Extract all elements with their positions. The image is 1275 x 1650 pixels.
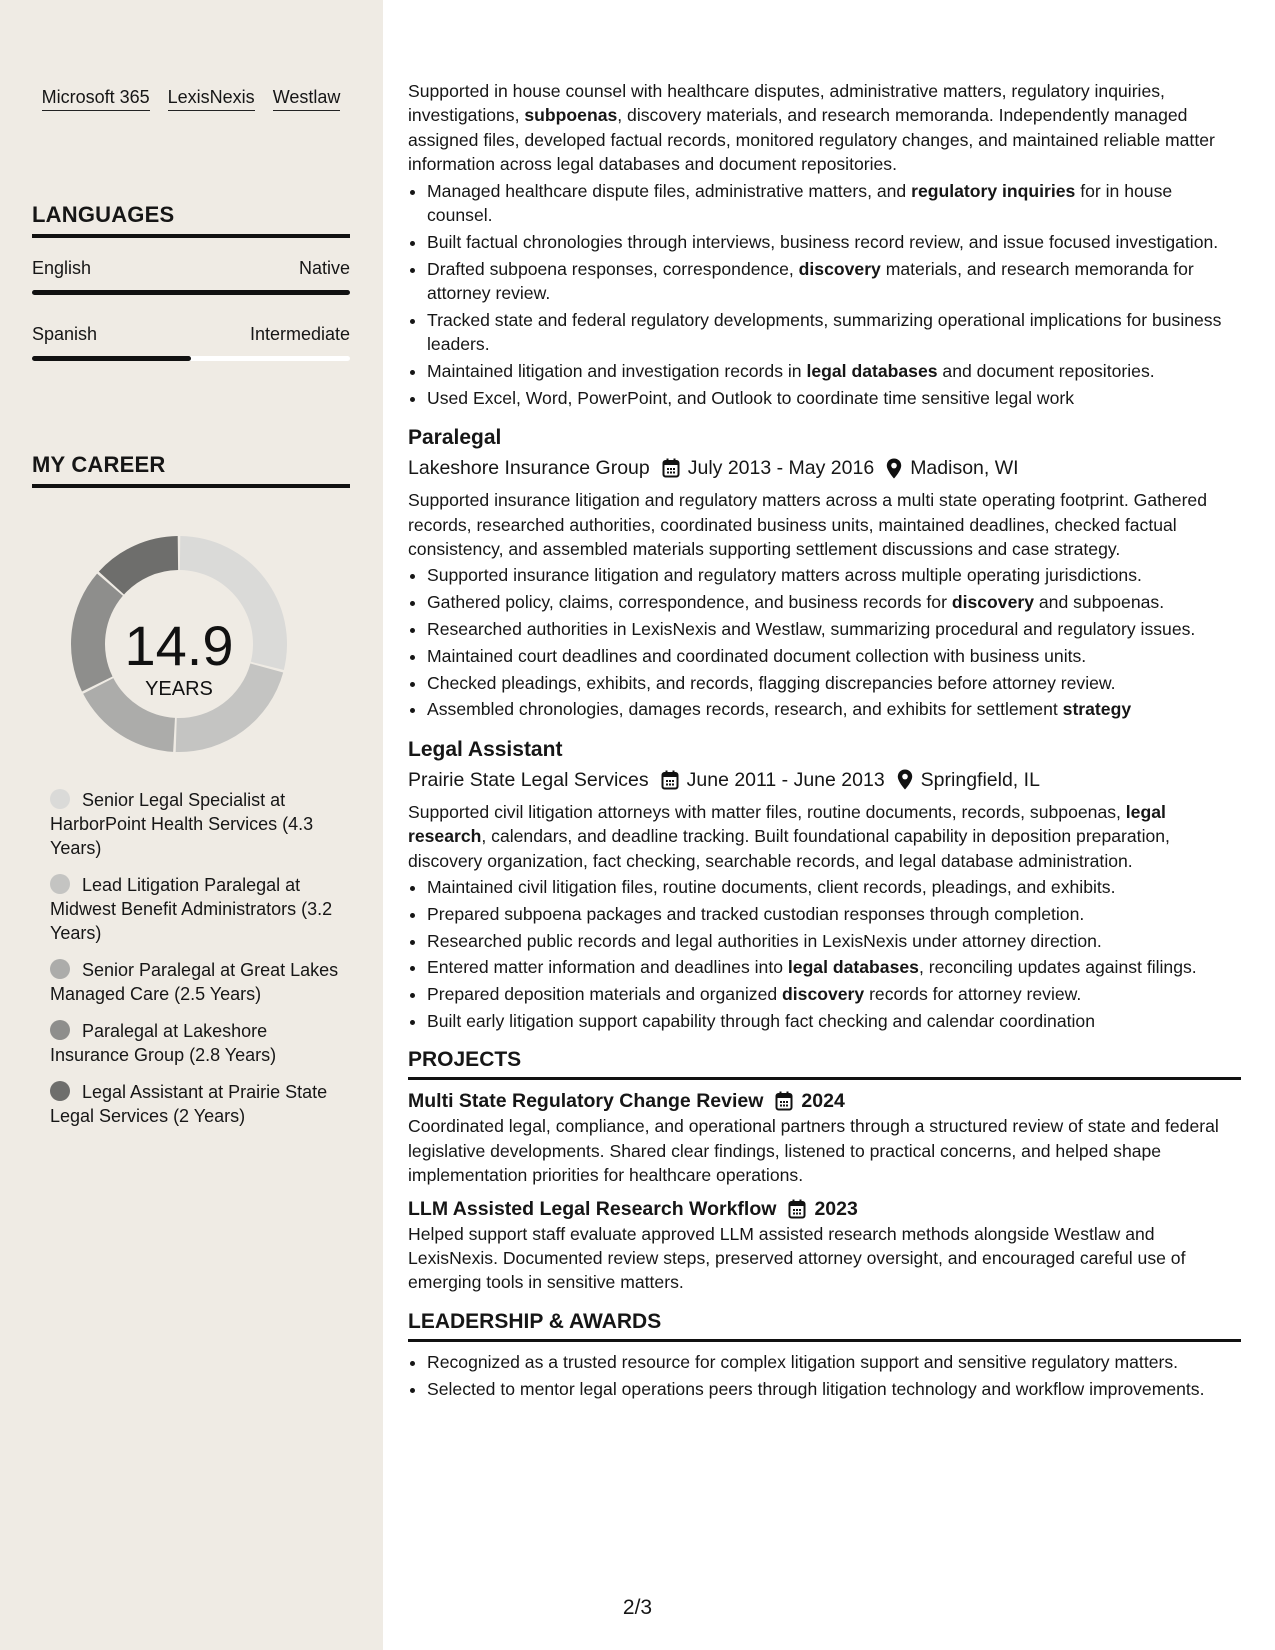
bullet-item: • Managed healthcare dispute files, administrative matters, and regulatory inquiries for in house counsel. — [427, 179, 1241, 228]
bullet-item: • Maintained court deadlines and coordinated document collection with business units. — [427, 644, 1241, 668]
legend-swatch — [50, 1081, 70, 1101]
bullet-item: • Used Excel, Word, PowerPoint, and Outlook to coordinate time sensitive legal work — [427, 386, 1241, 410]
legend-label: Lead Litigation Paralegal at Midwest Benefit Administrators (3.2 Years) — [50, 875, 333, 943]
projects-heading: PROJECTS — [408, 1047, 1241, 1080]
bold-keyword: legal databases — [806, 361, 938, 382]
job-dates: June 2011 - June 2013 — [686, 768, 885, 791]
job-summary: Supported insurance litigation and regulatory matters across a multi state operating footprint. Gathered records, researched authorities, coordinated business units, maintained deadlines, checked factual consistency, and assembled materials supporting settlement discussions and case strategy. — [408, 490, 1208, 560]
career-legend-item — [50, 788, 350, 860]
calendar-icon — [775, 1091, 793, 1111]
bullet-item: • Researched public records and legal authorities in LexisNexis under attorney direction. — [427, 929, 1241, 953]
bullet-item: • Drafted subpoena responses, correspondence, discovery materials, and research memoranda for attorney review. — [427, 257, 1241, 306]
job-summary: Supported civil litigation attorneys with matter files, routine documents, records, subpoenas, legal research, calendars, and deadline tracking. Built foundational capability in deposition preparation, discovery organization, fact checking, searchable records, and legal database administration. — [408, 801, 1170, 871]
legend-label: Legal Assistant at Prairie State Legal Services (2 Years) — [50, 1082, 328, 1126]
language-proficiency-fill — [32, 290, 350, 295]
bold-keyword: discovery — [798, 258, 881, 279]
job-meta — [408, 454, 1241, 482]
language-proficiency-bar — [32, 290, 350, 295]
language-spanish — [32, 322, 350, 361]
bullet-item: • Maintained litigation and investigation records in legal databases and document repositories. — [427, 359, 1241, 383]
career-total-years: 14.9 — [124, 614, 234, 677]
bullet-item: • Entered matter information and deadlines into legal databases, reconciling updates against filings. — [427, 955, 1241, 979]
career-legend-item — [50, 1019, 350, 1067]
job-location: Springfield, IL — [920, 768, 1040, 791]
project-title-row — [408, 1196, 1241, 1222]
bold-keyword: discovery — [951, 592, 1034, 613]
sidebar — [0, 0, 383, 1650]
job-dates: July 2013 - May 2016 — [687, 457, 875, 480]
legend-label: Senior Paralegal at Great Lakes Managed Care (2.5 Years) — [50, 960, 339, 1004]
project-title: Multi State Regulatory Change Review — [408, 1090, 764, 1113]
bullet-item: • Checked pleadings, exhibits, and records, flagging discrepancies before attorney review. — [427, 671, 1241, 695]
legend-label: Paralegal at Lakeshore Insurance Group (2.8 Years) — [50, 1021, 277, 1065]
legend-swatch — [50, 789, 70, 809]
project-entry — [408, 1088, 1241, 1187]
career-heading: MY CAREER — [32, 452, 350, 488]
main-content — [408, 79, 1241, 1403]
language-name: Spanish — [32, 324, 98, 344]
job-title: Legal Assistant — [408, 737, 563, 761]
career-legend-item — [50, 873, 350, 945]
bold-keyword: strategy — [1062, 699, 1132, 720]
legend-swatch — [50, 1020, 70, 1040]
map-pin-icon — [886, 458, 902, 479]
skills-list — [32, 86, 350, 111]
experience-summary: Supported in house counsel with healthcare disputes, administrative matters, regulatory inquiries, investigations, subpoenas, discovery materials, and research memoranda. Independently managed assigned files, developed factual records, monitored regulatory changes, and maintained reliable matter information across legal databases and document repositories. — [408, 81, 1215, 175]
job-bullets — [408, 875, 1241, 1033]
bold-keyword: subpoenas — [524, 105, 618, 126]
award-item: • Recognized as a trusted resource for complex litigation support and sensitive regulatory matters. — [427, 1350, 1241, 1374]
calendar-icon — [662, 458, 680, 478]
legend-label: Senior Legal Specialist at HarborPoint Health Services (4.3 Years) — [50, 790, 314, 858]
project-description: Helped support staff evaluate approved LLM assisted research methods alongside Westlaw and LexisNexis. Documented review steps, preserved attorney oversight, and encouraged careful use of emerging tools in sensitive matters. — [408, 1223, 1186, 1293]
languages-heading: LANGUAGES — [32, 202, 350, 238]
experience-bullets — [408, 179, 1241, 411]
skill-tag: LexisNexis — [168, 86, 255, 111]
language-english — [32, 256, 350, 295]
bold-keyword: legal databases — [787, 957, 919, 978]
legend-swatch — [50, 959, 70, 979]
language-proficiency-bar — [32, 356, 350, 361]
bullet-item: • Maintained civil litigation files, routine documents, client records, pleadings, and exhibits. — [427, 875, 1241, 899]
career-legend-item — [50, 958, 350, 1006]
award-item: • Selected to mentor legal operations peers through litigation technology and workflow improvements. — [427, 1377, 1241, 1401]
bullet-item: • Prepared subpoena packages and tracked custodian responses through completion. — [427, 902, 1241, 926]
bullet-item: • Tracked state and federal regulatory developments, summarizing operational implications for business leaders. — [427, 308, 1241, 357]
career-legend — [50, 788, 350, 1141]
bullet-item: • Gathered policy, claims, correspondence, and business records for discovery and subpoenas. — [427, 590, 1241, 614]
bullet-item: • Supported insurance litigation and regulatory matters across multiple operating jurisdictions. — [427, 563, 1241, 587]
project-entry — [408, 1196, 1241, 1295]
job-entry — [408, 424, 1241, 722]
bold-keyword: discovery — [782, 984, 865, 1005]
map-pin-icon — [897, 769, 913, 790]
job-company: Lakeshore Insurance Group — [408, 457, 650, 480]
legend-swatch — [50, 874, 70, 894]
project-year: 2023 — [814, 1197, 858, 1220]
awards-heading: LEADERSHIP & AWARDS — [408, 1309, 1241, 1342]
language-name: English — [32, 258, 92, 278]
language-level: Native — [298, 258, 350, 278]
bold-keyword: regulatory inquiries — [911, 180, 1076, 201]
career-donut-chart — [64, 529, 294, 759]
bullet-item: • Built factual chronologies through interviews, business record review, and issue focused investigation. — [427, 230, 1241, 254]
job-bullets — [408, 563, 1241, 721]
project-description: Coordinated legal, compliance, and operational partners through a structured review of state and federal legislative developments. Shared clear findings, listened to practical concerns, and helped shape implementation priorities for healthcare operations. — [408, 1116, 1219, 1186]
skill-tag: Microsoft 365 — [42, 86, 150, 111]
language-proficiency-fill — [32, 356, 191, 361]
calendar-icon — [788, 1199, 806, 1219]
calendar-icon — [661, 770, 679, 790]
job-meta — [408, 766, 1241, 794]
language-level: Intermediate — [249, 324, 350, 344]
job-entry — [408, 736, 1241, 1034]
bullet-item: • Assembled chronologies, damages records, research, and exhibits for settlement strategy — [427, 697, 1241, 721]
bullet-item: • Researched authorities in LexisNexis and Westlaw, summarizing procedural and regulatory issues. — [427, 617, 1241, 641]
career-legend-item — [50, 1080, 350, 1128]
project-year: 2024 — [801, 1090, 845, 1113]
bullet-item: • Prepared deposition materials and organized discovery records for attorney review. — [427, 982, 1241, 1006]
bullet-item: • Built early litigation support capability through fact checking and calendar coordination — [427, 1009, 1241, 1033]
page-number: 2/3 — [622, 1596, 653, 1619]
project-title: LLM Assisted Legal Research Workflow — [408, 1197, 777, 1220]
career-total-unit: YEARS — [145, 678, 213, 700]
job-title: Paralegal — [408, 426, 502, 450]
job-company: Prairie State Legal Services — [408, 768, 649, 791]
project-title-row — [408, 1088, 1241, 1114]
skill-tag: Westlaw — [273, 86, 341, 111]
job-location: Madison, WI — [910, 457, 1019, 480]
awards-list — [408, 1350, 1241, 1401]
donut-segment — [71, 574, 123, 692]
bold-keyword: legal research — [408, 801, 1166, 847]
